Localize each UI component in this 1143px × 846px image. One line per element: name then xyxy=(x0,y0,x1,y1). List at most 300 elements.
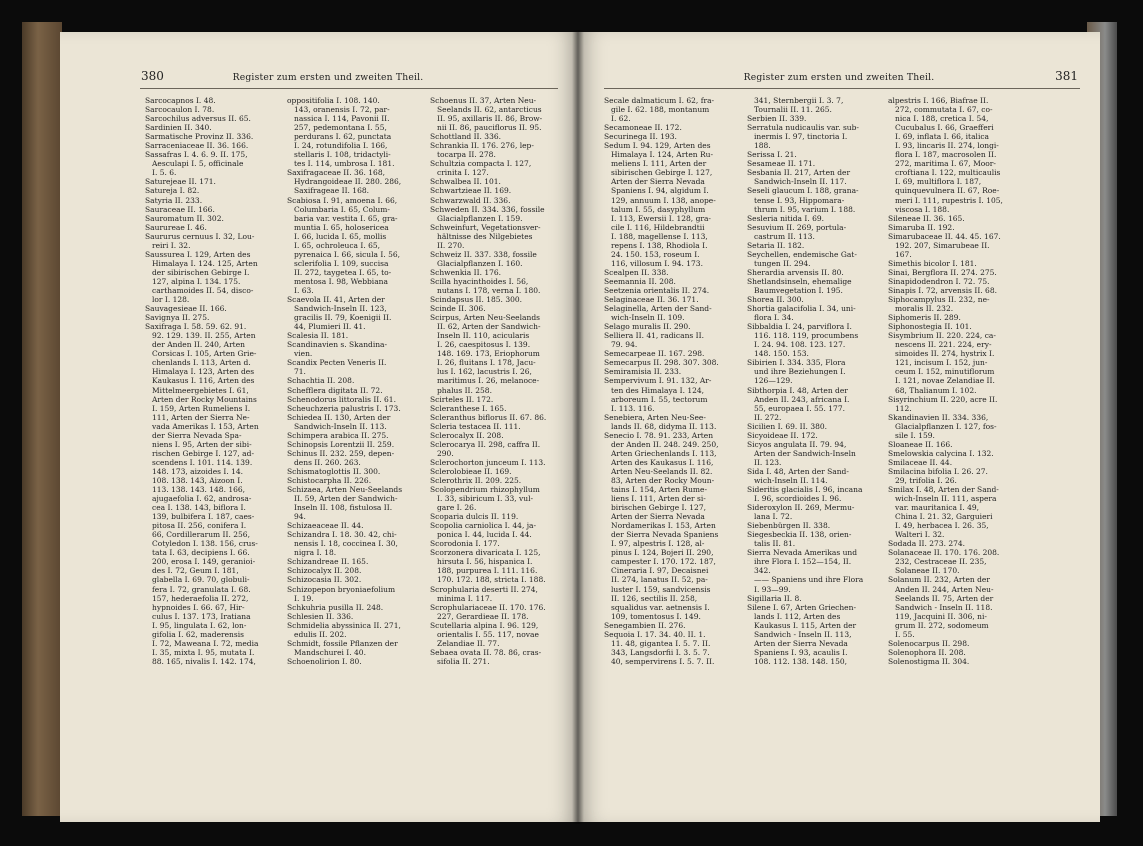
index-line: Selaginella, Arten der Sand- xyxy=(604,304,712,314)
index-line: pyrenaica I. 66, sicula I. 56, xyxy=(294,249,401,259)
index-line: Baumvegetation I. 195. xyxy=(754,285,843,295)
index-line: flora I. 34. xyxy=(754,313,794,323)
index-line: mentosa I. 98, Webbiana xyxy=(294,276,388,286)
index-line: Schachtia II. 208. xyxy=(287,376,355,386)
index-line: Nordamerikas I. 153, Arten xyxy=(611,521,716,531)
index-line: Smilaceae II. 44. xyxy=(888,457,953,467)
index-line: II. 274, lanatus II. 52, pa- xyxy=(611,575,708,585)
index-line: orientalis I. 55. 117, novae xyxy=(437,629,539,639)
index-line: 143, oranensis I. 72, par- xyxy=(294,105,390,115)
index-line: Scorzonera divaricata I. 125, xyxy=(430,548,541,558)
index-line: talis II. 81. xyxy=(754,539,796,549)
index-line: Semecarpeae II. 167. 298. xyxy=(604,349,705,359)
index-line: Sibbaldia I. 24, parviflora I. xyxy=(747,322,852,332)
index-line: Seelands II. 62, antarcticus xyxy=(437,105,542,115)
index-line: Sarcocapnos I. 48. xyxy=(145,96,216,105)
right-page xyxy=(578,32,1100,822)
index-line: lor I. 128. xyxy=(152,295,190,305)
index-line: Anden II. 243, africana I. xyxy=(754,394,850,404)
index-line: Siegesbeckia II. 138, orien- xyxy=(747,530,852,540)
index-line: 343, Langsdorfii I. 3. 5. 7. xyxy=(611,647,710,657)
index-line: simoides II. 274, hystrix I. xyxy=(895,349,995,359)
index-line: Skandinavien II. 334. 336, xyxy=(888,412,989,422)
index-line: I. 96, scordioides I. 96. xyxy=(754,494,842,504)
index-line: Sierra Nevada Amerikas und xyxy=(747,548,858,558)
index-line: 148. 169. 173, Eriophorum xyxy=(437,349,540,359)
index-line: Sinapis I. 72, arvensis II. 68. xyxy=(888,285,997,295)
index-line: wich-Inseln II. 114. xyxy=(754,475,828,485)
index-line: talum I. 55, dasyphyllum xyxy=(611,204,706,214)
index-line: Spaniens I. 94, algidum I. xyxy=(611,186,709,196)
index-line: I. 113, Ewersii I. 128, gra- xyxy=(611,213,711,223)
index-line: Sempervivum I. 91. 132, Ar- xyxy=(604,376,712,386)
index-line: I. 97, alpestris I. 128, al- xyxy=(611,539,705,549)
index-line: Sandwich-Inseln II. 117. xyxy=(754,177,847,187)
index-line: Siphocampylus II. 232, ne- xyxy=(888,295,990,305)
index-line: Sclerolobieae II. 169. xyxy=(430,466,512,476)
index-line: lana I. 72. xyxy=(754,512,793,522)
index-line: Schimpera arabica II. 275. xyxy=(287,430,389,440)
index-line: Scorodonia I. 177. xyxy=(430,539,500,549)
index-line: Satyria II. 233. xyxy=(145,195,203,205)
index-line: Schweinfurt, Vegetationsver- xyxy=(430,222,541,232)
index-line: nica I. 188, cretica I. 54, xyxy=(895,114,989,124)
index-line: II. 272, taygetea I. 65, to- xyxy=(294,267,392,277)
index-line: Kaukasus I. 115, Arten der xyxy=(754,620,857,630)
index-line: campester I. 170. 172. 187, xyxy=(611,557,716,567)
index-line: wich-Inseln II. 111, aspera xyxy=(895,494,997,504)
index-line: var. mauritanica I. 49, xyxy=(895,503,980,513)
index-line: Scealpen II. 338. xyxy=(604,267,669,277)
index-line: thrum I. 95, varium I. 188. xyxy=(754,204,856,214)
index-line: sifolia II. 271. xyxy=(437,656,490,666)
page-number: 380 xyxy=(141,69,164,83)
index-line: Simarubaceae II. 44. 45. 167. xyxy=(888,231,1001,241)
index-line: der Sierra Nevada Spaniens xyxy=(611,530,719,540)
index-line: crinita I. 127. xyxy=(437,168,489,178)
index-line: nescens II. 221. 224, ery- xyxy=(895,340,992,350)
index-line: 111, Arten der Sierra Ne- xyxy=(152,412,250,422)
index-line: grum II. 272, sodomeum xyxy=(895,620,989,630)
index-line: pinus I. 124, Bojeri II. 290, xyxy=(611,548,714,558)
index-line: 272, commutata I. 67, co- xyxy=(895,105,993,115)
index-line: repens I. 138, Rhodiola I. xyxy=(611,240,708,250)
index-line: luster I. 159, sandvicensis xyxy=(611,584,711,594)
index-line: I. 93—99. xyxy=(754,584,791,594)
index-line: fera I. 72, granulata I. 68. xyxy=(152,584,251,594)
index-line: flora I. 187, macrosolen II. xyxy=(895,150,997,160)
index-line: lus I. 162, lacustris I. 26, xyxy=(437,367,532,377)
index-line: Siphomeris II. 289. xyxy=(888,313,961,323)
index-line: phalus II. 258. xyxy=(437,385,492,395)
index-line: Himalaya I. 124. 125, Arten xyxy=(152,258,258,268)
index-line: 94. xyxy=(294,512,306,522)
index-line: maritimus I. 26, melanoce- xyxy=(437,376,540,386)
index-line: Schinus II. 232. 259, depen- xyxy=(287,448,395,458)
index-line: Sinai, Bergflora II. 274. 275. xyxy=(888,267,997,277)
index-line: 116, villosum I. 94. 173. xyxy=(611,258,703,268)
index-line: Sandwich - Inseln II. 113, xyxy=(754,629,852,639)
index-line: Scoparia dulcis II. 119. xyxy=(430,512,519,522)
index-line: China I. 21. 32, Garguieri xyxy=(895,512,993,522)
index-line: dens II. 260. 263. xyxy=(294,457,361,467)
index-line: 126—129. xyxy=(754,376,793,386)
index-line: Mandschurei I. 40. xyxy=(294,647,366,657)
index-line: 121, incisum I. 152, jun- xyxy=(895,358,988,368)
index-line: Himalaya I. 123, Arten des xyxy=(152,367,255,377)
index-line: Arten der Sierra Nevada xyxy=(611,177,705,187)
index-line: Serbien II. 339. xyxy=(747,114,807,124)
index-line: edulis II. 202. xyxy=(294,629,347,639)
index-line: Solenocarpus II. 298. xyxy=(888,638,970,648)
index-line: Securinega II. 193. xyxy=(604,132,677,142)
index-line: Smilax I. 48, Arten der Sand- xyxy=(888,485,999,495)
index-line: wich-Inseln II. 109. xyxy=(611,313,685,323)
index-line: Scandinavien s. Skandina- xyxy=(287,340,388,350)
index-line: Senecio I. 78. 91. 233, Arten xyxy=(604,430,714,440)
index-line: Inseln II. 110, acicularis xyxy=(437,331,530,341)
index-line: der Sierra Nevada Spa- xyxy=(152,430,242,440)
index-line: Sclerothrix II. 209. 225. xyxy=(430,475,522,485)
index-line: meliens I. 111, Arten der xyxy=(611,159,707,169)
index-line: gare I. 26. xyxy=(437,503,477,513)
index-line: lands II. 68, didyma II. 113. xyxy=(611,421,717,431)
index-line: tocarpa II. 278. xyxy=(437,150,496,160)
index-line: Schultzia compacta I. 127, xyxy=(430,159,532,169)
index-line: Seychellen, endemische Gat- xyxy=(747,249,857,259)
index-line: Schwenkia II. 176. xyxy=(430,267,502,277)
index-line: Schizocasia II. 302. xyxy=(287,575,362,585)
index-line: II. 59, Arten der Sandwich- xyxy=(294,494,398,504)
index-line: II. 123. xyxy=(754,457,782,467)
index-line: Schoenus II. 37, Arten Neu- xyxy=(430,96,537,105)
index-line: der Anden II. 240, Arten xyxy=(152,340,245,350)
left-page xyxy=(60,32,578,822)
index-line: I. 26, caespitosus I. 139. xyxy=(437,340,531,350)
index-line: Saturejeae II. 171. xyxy=(145,177,216,187)
index-line: hältnisse des Nilgebietes xyxy=(437,231,533,241)
index-line: Solanaceae II. 170. 176. 208. xyxy=(888,548,1000,558)
index-line: Scleranthese I. 165. xyxy=(430,403,507,413)
index-line: II. 62, Arten der Sandwich- xyxy=(437,322,541,332)
index-line: Secale dalmaticum I. 62, fra- xyxy=(604,96,715,105)
index-line: Scirpus, Arten Neu-Seelands xyxy=(430,313,540,323)
index-line: Sloaneae II. 166. xyxy=(888,439,953,449)
index-line: Sauraceae II. 166. xyxy=(145,204,215,214)
index-line: Schlesien II. 336. xyxy=(287,611,354,621)
index-line: und ihre Beziehungen I. xyxy=(754,367,846,377)
index-line: I. 95, lingulata I. 62, lon- xyxy=(152,620,247,630)
index-line: perdurans I. 62, punctata xyxy=(294,132,392,142)
index-line: Smilacina bifolia I. 26. 27. xyxy=(888,466,988,476)
index-line: 139, bulbifera I. 187, caes- xyxy=(152,512,255,522)
index-line: I. 69, inflata I. 66, italica xyxy=(895,132,990,142)
index-line: Arten der Sierra Nevada xyxy=(611,512,705,522)
index-line: Solenostigma II. 304. xyxy=(888,656,970,666)
index-line: Simaruba II. 192. xyxy=(888,222,955,232)
index-line: nii II. 86, pauciflorus II. 95. xyxy=(437,123,542,133)
index-line: reiri I. 32. xyxy=(152,240,191,250)
index-line: Semiramisia II. 233. xyxy=(604,367,682,377)
index-line: I. 5. 6. xyxy=(152,168,177,178)
index-line: Sauvagesieae II. 166. xyxy=(145,304,227,314)
index-line: ceum I. 152, minutiflorum xyxy=(895,367,995,377)
index-line: chenlands I. 113, Arten d. xyxy=(152,358,251,368)
running-head: Register zum ersten und zweiten Theil. xyxy=(232,72,424,83)
index-line: Scirteles II. 172. xyxy=(430,394,494,404)
index-line: Sileneae II. 36. 165. xyxy=(888,213,965,223)
index-column-1 xyxy=(145,96,275,666)
index-line: Sesbania II. 217, Arten der xyxy=(747,168,851,178)
index-line: Sarmatische Provinz II. 336. xyxy=(145,132,254,142)
index-line: 192. 207, Simarubeae II. xyxy=(895,240,990,250)
index-line: I. 35, mixta I. 95, mutata I. xyxy=(152,647,255,657)
index-line: Schizocalyx II. 208. xyxy=(287,566,362,576)
index-line: Siebenbürgen II. 338. xyxy=(747,521,831,531)
index-line: Sebaea ovata II. 78. 86, cras- xyxy=(430,647,542,657)
index-line: ponica I. 44, lucida I. 44. xyxy=(437,530,532,540)
index-line: Savignya II. 275. xyxy=(145,313,210,323)
index-line: 341, Sternbergii I. 3. 7, xyxy=(754,96,844,105)
index-line: nassica I. 114, Pavonii II. xyxy=(294,114,390,124)
index-line: Selago muralis II. 290. xyxy=(604,322,691,332)
index-line: 83, Arten der Rocky Moun- xyxy=(611,475,715,485)
index-line: Schoenolirion I. 80. xyxy=(287,656,362,666)
index-line: Scinde II. 306. xyxy=(430,304,486,314)
index-line: muntia I. 65, holosericea xyxy=(294,222,389,232)
index-line: Schmidelia abyssinica II. 271, xyxy=(287,620,401,630)
index-line: viscosa I. 188. xyxy=(895,204,950,214)
index-line: 108. 138. 143, Aizoon I. xyxy=(152,475,243,485)
index-line: Cucubalus I. 66, Graefferi xyxy=(895,123,994,133)
index-line: cea I. 138. 143, biflora I. xyxy=(152,503,246,513)
index-line: nigra I. 18. xyxy=(294,548,337,558)
index-column-3 xyxy=(888,96,1018,666)
index-line: Schizandra I. 18. 30. 42, chi- xyxy=(287,530,397,540)
index-line: 88. 165, nivalis I. 142. 174, xyxy=(152,656,256,666)
index-line: Saussurea I. 129, Arten des xyxy=(145,249,251,259)
index-line: I. 69, multiflora I. 187, xyxy=(895,177,982,187)
index-line: Senebiera, Arten Neu-See- xyxy=(604,412,706,422)
index-column-3 xyxy=(430,96,560,666)
index-line: baria var. vestita I. 65, gra- xyxy=(294,213,398,223)
index-line: liens I. 111, Arten der si- xyxy=(611,494,706,504)
index-line: Saxifrageae II. 168. xyxy=(294,186,369,196)
index-line: Columbaria I. 65, Colum- xyxy=(294,204,390,214)
index-line: hirsuta I. 56, hispanica I. xyxy=(437,557,533,567)
running-head: Register zum ersten und zweiten Theil. xyxy=(743,72,935,83)
index-line: glabella I. 69. 70, globuli- xyxy=(152,575,250,585)
index-line: scendens I. 101. 114. 139. xyxy=(152,457,253,467)
index-line: 200, erosa I. 149, geranioi- xyxy=(152,557,256,567)
index-line: cile I. 116, Hildebrandtii xyxy=(611,222,705,232)
index-line: II. 270. xyxy=(437,240,465,250)
index-line: Schenodorus littoralis II. 61. xyxy=(287,394,396,404)
index-line: culus I. 137. 173, Iratiana xyxy=(152,611,251,621)
index-line: Sequoia I. 17. 34. 40. II. 1. xyxy=(604,629,706,639)
index-line: Schwalbea II. 101. xyxy=(430,177,501,187)
book-cover-left xyxy=(22,22,62,816)
index-line: croftiana I. 122, multicaulis xyxy=(895,168,1001,178)
index-line: II. 95, axillaris II. 86, Brow- xyxy=(437,114,543,124)
index-line: Schmidt, fossile Pflanzen der xyxy=(287,638,398,648)
index-line: I. 49, herbacea I. 26. 35, xyxy=(895,521,989,531)
index-line: Zelandiae II. 77. xyxy=(437,638,500,648)
index-column-2 xyxy=(747,96,877,666)
index-line: nutans I. 178, verna I. 180. xyxy=(437,285,541,295)
index-line: sibirischen Gebirge I. 127, xyxy=(611,168,713,178)
index-line: Sesameae II. 171. xyxy=(747,159,816,169)
index-line: I. 66, lucida I. 65, mollis xyxy=(294,231,387,241)
index-line: Saururus cernuus I. 32, Lou- xyxy=(145,231,255,241)
index-line: Schkuhria pusilla II. 248. xyxy=(287,602,384,612)
index-line: Siphonostegia II. 101. xyxy=(888,322,972,332)
index-line: Saurureae I. 46. xyxy=(145,222,207,232)
index-line: 112. xyxy=(895,403,912,413)
index-line: inermis I. 97, tinctoria I. xyxy=(754,132,848,142)
index-line: 129, annuum I. 138, anope- xyxy=(611,195,716,205)
index-line: Arten Griechenlands I. 113, xyxy=(611,448,717,458)
index-line: Schizaeaceae II. 44. xyxy=(287,521,364,531)
index-line: Seetzenia orientalis II. 274. xyxy=(604,285,710,295)
index-line: 11. 48, gigantea I. 5. 7. II. xyxy=(611,638,711,648)
index-line: Arten des Kaukasus I. 116, xyxy=(611,457,714,467)
index-line: Sardinien II. 340. xyxy=(145,123,212,133)
index-line: Sclerochorton junceum I. 113. xyxy=(430,457,546,467)
index-line: Senegambien II. 276. xyxy=(604,620,686,630)
index-line: Sigillaria II. 8. xyxy=(747,593,802,603)
index-line: Glacialpflanzen I. 160. xyxy=(437,258,523,268)
index-line: 170. 172. 188, stricta I. 188. xyxy=(437,575,546,585)
index-line: 79. 94. xyxy=(611,340,638,350)
index-line: Scindapsus II. 185. 300. xyxy=(430,295,523,305)
index-line: Sicyoideae II. 172. xyxy=(747,430,818,440)
index-line: 29, trifolia I. 26. xyxy=(895,475,957,485)
index-line: 188, purpurea I. 111. 116. xyxy=(437,566,538,576)
index-line: 55, europaea I. 55. 177. xyxy=(754,403,845,413)
index-line: Sherardia arvensis II. 80. xyxy=(747,267,844,277)
index-line: Anden II. 244, Arten Neu- xyxy=(895,584,994,594)
index-line: Cotyledon I. 138. 156, crus- xyxy=(152,539,258,549)
index-line: vien. xyxy=(294,349,313,359)
index-line: I. 24. 94. 108. 123. 127. xyxy=(754,340,846,350)
index-line: tense I. 93, Hippomara- xyxy=(754,195,845,205)
index-line: Himalaya I. 124, Arten Ru- xyxy=(611,150,713,160)
index-line: 257, pedemontana I. 55, xyxy=(294,123,387,133)
index-line: Scrophulariaceae II. 170. 176. xyxy=(430,602,546,612)
index-line: 167. xyxy=(895,249,912,259)
index-line: Sedum I. 94. 129, Arten des xyxy=(604,141,711,151)
index-line: I. 63. xyxy=(294,285,314,295)
index-line: Scabiosa I. 91, amoena I. 66, xyxy=(287,195,398,205)
index-line: Sandwich - Inseln II. 118. xyxy=(895,602,993,612)
index-line: carthamoides II. 54, disco- xyxy=(152,285,254,295)
index-line: Glacialpflanzen I. 127, fos- xyxy=(895,421,997,431)
index-line: Glacialpflanzen I. 159. xyxy=(437,213,523,223)
index-line: Scheuchzeria palustris I. 173. xyxy=(287,403,401,413)
index-line: 66, Cordillerarum II. 256, xyxy=(152,530,250,540)
index-line: I. 65, ochroleuca I. 65, xyxy=(294,240,381,250)
index-line: Shortia galacifolia I. 34, uni- xyxy=(747,304,856,314)
index-line: Tournalii II. 11. 265. xyxy=(754,105,832,115)
index-line: Sandwich-Inseln II. 123, xyxy=(294,304,387,314)
index-line: Saxifragaceae II. 36. 168, xyxy=(287,168,385,178)
index-line: lands I. 112, Arten des xyxy=(754,611,841,621)
index-line: der Anden II. 248. 249. 250, xyxy=(611,439,719,449)
header-rule xyxy=(604,88,1080,89)
book-gutter xyxy=(572,30,584,824)
index-line: 119, Jacquini II. 306, ni- xyxy=(895,611,987,621)
index-line: moralis II. 232. xyxy=(895,304,954,314)
index-line: 188. xyxy=(754,141,771,151)
index-line: Satureja I. 82. xyxy=(145,186,200,196)
index-line: Sandwich-Inseln II. 113. xyxy=(294,421,387,431)
index-line: 232, Cestraceae II. 235, xyxy=(895,557,987,567)
index-line: tains I. 154, Arten Rume- xyxy=(611,485,707,495)
index-line: 68, Thalianum I. 102. xyxy=(895,385,977,395)
index-line: Serissa I. 21. xyxy=(747,150,797,160)
index-line: oppositifolia I. 108. 140. xyxy=(287,96,380,105)
index-line: alpestris I. 166, Biafrae II. xyxy=(888,96,989,105)
index-line: Arten Neu-Seelands II. 82. xyxy=(611,466,713,476)
index-line: Schrankia II. 176. 276, lep- xyxy=(430,141,534,151)
index-line: tungen II. 294. xyxy=(754,258,811,268)
index-line: Sida I. 48, Arten der Sand- xyxy=(747,466,849,476)
index-line: Schistocarpha II. 226. xyxy=(287,475,372,485)
index-line: tes I. 114, umbrosa I. 181. xyxy=(294,159,395,169)
index-line: Sesuvium II. 269, portula- xyxy=(747,222,847,232)
index-line: castrum II. 113. xyxy=(754,231,815,241)
index-line: Arten der Rocky Mountains xyxy=(152,394,257,404)
index-line: Smelowskia calycina I. 132. xyxy=(888,448,994,458)
index-line: 71. xyxy=(294,367,306,377)
index-line: Secamoneae II. 172. xyxy=(604,123,682,133)
index-line: Saxifraga I. 58. 59. 62. 91. xyxy=(145,322,247,332)
index-line: 44, Plumieri II. 41. xyxy=(294,322,366,332)
index-line: Seseli glaucum I. 188, grana- xyxy=(747,186,859,196)
index-line: I. 62. xyxy=(611,114,631,124)
index-line: des I. 72, Geum I. 181, xyxy=(152,566,239,576)
index-line: quinquevulnera II. 67, Roe- xyxy=(895,186,1000,196)
index-line: 113. 138. 143. 148. 166, xyxy=(152,485,246,495)
index-line: Sisymbrium II. 220. 224, ca- xyxy=(888,331,996,341)
index-line: I. 26, fluitans I. 178, Jacu- xyxy=(437,358,536,368)
index-line: Schizandreae II. 165. xyxy=(287,557,369,567)
index-line: Shorea II. 300. xyxy=(747,295,804,305)
index-line: Solaneae II. 170. xyxy=(895,566,960,576)
index-line: 148. 150. 153. xyxy=(754,349,809,359)
index-line: Scleranthus biflorus II. 67. 86. xyxy=(430,412,547,422)
index-line: meri I. 111, rupestris I. 105, xyxy=(895,195,1003,205)
index-line: sclerifolia I. 109, succisa xyxy=(294,258,389,268)
index-line: I. 113. 116. xyxy=(611,403,655,413)
index-line: —— Spaniens und ihre Flora xyxy=(754,575,864,585)
index-line: Sassafras I. 4. 6. 9. II. 175, xyxy=(145,150,248,160)
index-line: Sisyrinchium II. 220, acre II. xyxy=(888,394,998,404)
index-line: Scandix Pecten Veneris II. xyxy=(287,358,387,368)
index-line: Sarcocaulon I. 78. xyxy=(145,105,215,115)
index-line: I. 24, rotundifolia I. 166, xyxy=(294,141,388,151)
index-line: I. 188, magellense I. 113, xyxy=(611,231,708,241)
index-line: gile I. 62. 188, montanum xyxy=(611,105,710,115)
index-line: 148. 173, aizoides I. 14. xyxy=(152,466,244,476)
index-line: Inseln II. 108, fistulosa II. xyxy=(294,503,393,513)
index-line: I. 121, novae Zelandiae II. xyxy=(895,376,995,386)
index-line: Schefflera digitata II. 72. xyxy=(287,385,383,395)
index-line: Sicilien I. 69. II. 380. xyxy=(747,421,828,431)
index-line: Sideroxylon II. 269, Mermu- xyxy=(747,503,855,513)
index-line: gifolia I. 62, maderensis xyxy=(152,629,244,639)
